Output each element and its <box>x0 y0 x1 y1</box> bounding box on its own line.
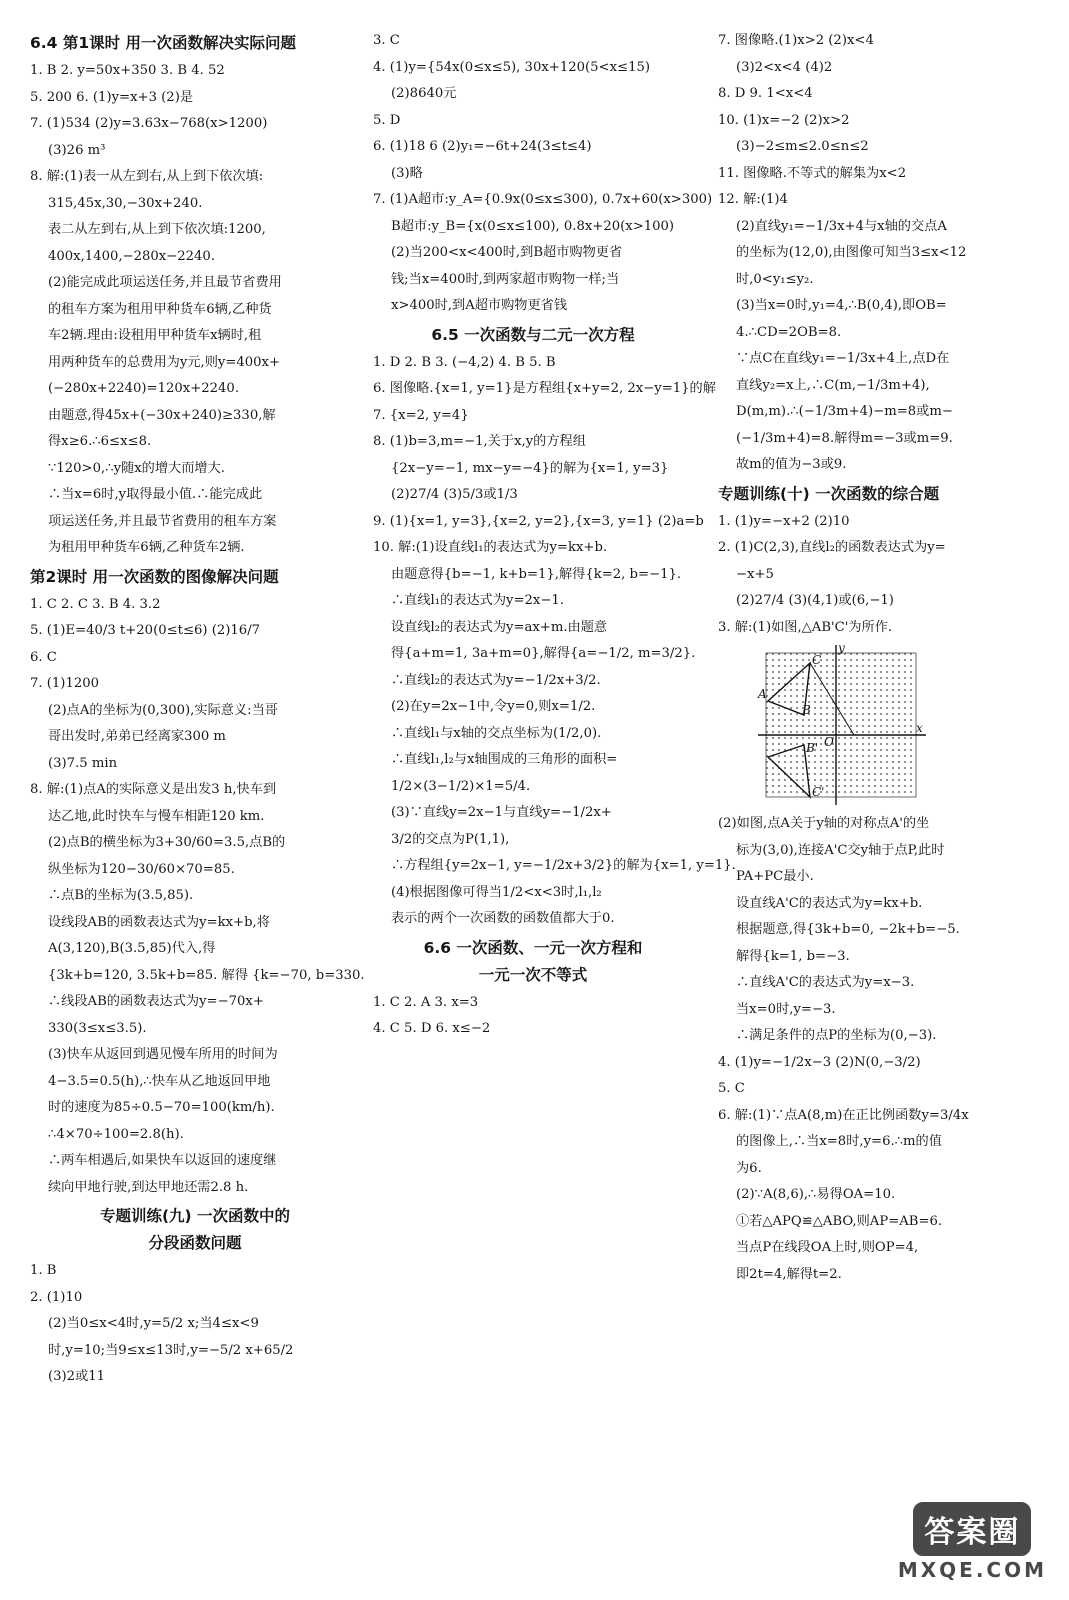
answer-line: 根据题意,得{3k+b=0, −2k+b=−5. <box>736 922 960 937</box>
answer-line: 6. (1)18 6 (2)y₁=−6t+24(3≤t≤4) <box>373 139 592 154</box>
grid-svg <box>758 645 928 805</box>
answer-line: ∴满足条件的点P的坐标为(0,−3). <box>736 1028 937 1043</box>
answer-line: (3)2<x<4 (4)2 <box>736 59 833 75</box>
answer-line: ∴直线l₁的表达式为y=2x−1. <box>391 593 564 608</box>
answer-line: (4)根据图像可得当1/2<x<3时,l₁,l₂ <box>391 884 602 900</box>
answer-line: 2. (1)10 <box>30 1289 83 1305</box>
answer-line: ∴点B的坐标为(3.5,85). <box>48 888 194 903</box>
answer-line: (2)在y=2x−1中,令y=0,则x=1/2. <box>391 699 596 714</box>
answer-line: 6. 解:(1)∵点A(8,m)在正比例函数y=3/4x <box>718 1107 969 1123</box>
answer-line: 表示的两个一次函数的函数值都大于0. <box>391 911 615 926</box>
answer-line: 的租车方案为租用甲种货车6辆,乙种货 <box>48 301 272 317</box>
answer-line: 4. (1)y={54x(0≤x≤5), 30x+120(5<x≤15) <box>373 59 650 75</box>
answer-line: 9. (1){x=1, y=3},{x=2, y=2},{x=3, y=1} (2)a=b <box>373 513 704 529</box>
label-y: y <box>838 641 845 655</box>
answer-line: (−1/3m+4)=8.解得m=−3或m=9. <box>736 430 953 446</box>
answer-line: 5. 200 6. (1)y=x+3 (2)是 <box>30 89 194 105</box>
section-title: 分段函数问题 <box>148 1234 242 1252</box>
answer-line: 8. 解:(1)点A的实际意义是出发3 h,快车到 <box>30 782 277 797</box>
answer-line: A(3,120),B(3.5,85)代入,得 <box>48 941 216 956</box>
answer-line: 4.∴CD=2OB=8. <box>736 324 842 340</box>
answer-line: (2)当0≤x<4时,y=5/2 x;当4≤x<9 <box>48 1316 259 1331</box>
answer-line: (2)如图,点A关于y轴的对称点A'的坐 <box>718 816 930 831</box>
answer-line: ∴当x=6时,y取得最小值.∴能完成此 <box>48 487 263 502</box>
answer-line: (2)能完成此项运送任务,并且最节省费用 <box>48 275 282 290</box>
answer-line: 315,45x,30,−30x+240. <box>48 195 203 211</box>
answer-line: ∴方程组{y=2x−1, y=−1/2x+3/2}的解为{x=1, y=1}. <box>391 858 736 873</box>
answer-line: 400x,1400,−280x−2240. <box>48 248 216 264</box>
answer-line: 7. (1)1200 <box>30 676 100 691</box>
section-title: 专题训练(十) 一次函数的综合题 <box>718 484 940 503</box>
answer-line: 当x=0时,y=−3. <box>736 1001 836 1017</box>
answer-line: (3)∵直线y=2x−1与直线y=−1/2x+ <box>391 805 612 820</box>
answer-line: (2)点A的坐标为(0,300),实际意义:当哥 <box>48 702 278 718</box>
answer-line: ∵点C在直线y₁=−1/3x+4上,点D在 <box>736 351 950 366</box>
column-2 <box>373 28 736 1043</box>
section-title: 第2课时 用一次函数的图像解决问题 <box>30 567 279 586</box>
answer-line: ∵120>0,∴y随x的增大而增大. <box>48 460 225 476</box>
answer-line: ∴直线A'C的表达式为y=x−3. <box>736 975 915 990</box>
answer-line: 由题意,得45x+(−30x+240)≥330,解 <box>48 407 276 423</box>
section-title: 专题训练(九) 一次函数中的 <box>99 1207 291 1225</box>
watermark-url: MXQE.COM <box>897 1558 1047 1582</box>
answer-line: 时,y=10;当9≤x≤13时,y=−5/2 x+65/2 <box>48 1342 294 1358</box>
label-a: A <box>758 687 767 701</box>
answer-line: 6. C <box>30 649 57 665</box>
answer-line: (3)2或11 <box>48 1369 106 1384</box>
answer-line: (2)∵A(8,6),∴易得OA=10. <box>736 1187 896 1202</box>
answer-line: x>400时,到A超市购物更省钱 <box>391 298 568 313</box>
answer-line: (2)直线y₁=−1/3x+4与x轴的交点A <box>736 218 947 234</box>
answer-line: 的图像上,∴当x=8时,y=6.∴m的值 <box>736 1134 942 1149</box>
answer-line: 4. (1)y=−1/2x−3 (2)N(0,−3/2) <box>718 1054 921 1070</box>
label-x: x <box>916 721 923 735</box>
answer-line: 330(3≤x≤3.5). <box>48 1020 147 1036</box>
answer-line: 设直线A'C的表达式为y=kx+b. <box>736 895 923 911</box>
answer-line: 1. (1)y=−x+2 (2)10 <box>718 513 850 529</box>
section-title: 6.6 一次函数、一元一次方程和 <box>423 938 643 957</box>
answer-line: 达乙地,此时快车与慢车相距120 km. <box>48 808 265 824</box>
label-c-prime: C' <box>812 785 825 799</box>
answer-line: 时的速度为85÷0.5−70=100(km/h). <box>48 1100 275 1115</box>
section-title: 6.4 第1课时 用一次函数解决实际问题 <box>30 34 297 52</box>
answer-line: 8. 解:(1)表一从左到右,从上到下依次填: <box>30 169 264 184</box>
answer-line: (2)点B的横坐标为3+30/60=3.5,点B的 <box>48 835 286 850</box>
answer-line: 车2辆.理由:设租用甲种货车x辆时,租 <box>48 328 262 343</box>
label-o: O <box>824 735 834 749</box>
answer-line: 续向甲地行驶,到达甲地还需2.8 h. <box>48 1179 249 1195</box>
answer-line: 1/2×(3−1/2)×1=5/4. <box>391 778 531 794</box>
answer-line: 为租用甲种货车6辆,乙种货车2辆. <box>48 540 245 555</box>
answer-line: (3)7.5 min <box>48 755 118 771</box>
answer-line: 2. (1)C(2,3),直线l₂的函数表达式为y= <box>718 540 946 555</box>
watermark <box>898 1502 1047 1582</box>
answer-line: 表二从左到右,从上到下依次填:1200, <box>48 222 266 237</box>
answer-line: (−280x+2240)=120x+2240. <box>48 381 240 396</box>
answer-line: 设线段AB的函数表达式为y=kx+b,将 <box>48 914 270 930</box>
answer-line: 6. 图像略.{x=1, y=1}是方程组{x+y=2, 2x−y=1}的解 <box>373 381 716 396</box>
answer-line: 10. (1)x=−2 (2)x>2 <box>718 112 850 128</box>
answer-line: 设直线l₂的表达式为y=ax+m.由题意 <box>391 619 608 635</box>
answer-line: 1. B 2. y=50x+350 3. B 4. 52 <box>30 63 225 78</box>
answer-line: {2x−y=−1, mx−y=−4}的解为{x=1, y=3} <box>391 460 669 476</box>
answer-line: ∴直线l₁,l₂与x轴围成的三角形的面积= <box>391 752 618 767</box>
answer-line: −x+5 <box>736 566 774 582</box>
answer-line: 8. D 9. 1<x<4 <box>718 86 813 101</box>
answer-line: 纵坐标为120−30/60×70=85. <box>48 861 235 877</box>
answer-line: 4−3.5=0.5(h),∴快车从乙地返回甲地 <box>48 1073 271 1089</box>
label-b-prime: B' <box>806 741 819 755</box>
answer-line: 钱;当x=400时,到两家超市购物一样;当 <box>391 271 620 287</box>
answer-line: 8. (1)b=3,m=−1,关于x,y的方程组 <box>373 434 586 449</box>
answer-line: 故m的值为−3或9. <box>736 457 847 472</box>
answer-line: 当点P在线段OA上时,则OP=4, <box>736 1240 919 1255</box>
watermark-logo: 答案圈 <box>913 1502 1031 1556</box>
answer-line: ∴直线l₁与x轴的交点坐标为(1/2,0). <box>391 725 602 741</box>
answer-line: 解得{k=1, b=−3. <box>736 948 850 964</box>
label-c: C <box>812 653 822 667</box>
answer-line: 1. D 2. B 3. (−4,2) 4. B 5. B <box>373 354 556 370</box>
answer-line: 即2t=4,解得t=2. <box>736 1266 842 1282</box>
answer-line: (3)−2≤m≤2.0≤n≤2 <box>736 139 869 154</box>
answer-line: 1. C 2. C 3. B 4. 3.2 <box>30 596 161 612</box>
column-3 <box>718 28 1048 1288</box>
answer-line: 3. C <box>373 33 400 48</box>
section-title: 6.5 一次函数与二元一次方程 <box>431 325 635 344</box>
answer-line: 项运送任务,并且最节省费用的租车方案 <box>48 513 277 529</box>
answer-line: (3)当x=0时,y₁=4,∴B(0,4),即OB= <box>736 298 947 313</box>
answer-line: (3)略 <box>391 165 423 181</box>
answer-line: 4. C 5. D 6. x≤−2 <box>373 1021 491 1036</box>
answer-line: 为6. <box>736 1160 762 1176</box>
answer-line: 得{a+m=1, 3a+m=0},解得{a=−1/2, m=3/2}. <box>391 646 696 661</box>
answer-line: (2)27/4 (3)(4,1)或(6,−1) <box>736 593 894 608</box>
coordinate-grid-figure <box>758 641 928 805</box>
answer-line: 哥出发时,弟弟已经离家300 m <box>48 729 226 744</box>
column-1 <box>30 28 365 1391</box>
answer-line: 得x≥6.∴6≤x≤8. <box>48 434 152 449</box>
answer-line: 用两种货车的总费用为y元,则y=400x+ <box>48 354 281 370</box>
answer-line: 5. C <box>718 1081 745 1096</box>
answer-line: 11. 图像略.不等式的解集为x<2 <box>718 165 907 181</box>
answer-line: {3k+b=120, 3.5k+b=85. 解得 {k=−70, b=330. <box>48 967 365 983</box>
answer-line: 7. {x=2, y=4} <box>373 407 469 423</box>
answer-line: (2)27/4 (3)5/3或1/3 <box>391 487 518 502</box>
answer-line: 的坐标为(12,0),由图像可知当3≤x<12 <box>736 245 967 260</box>
answer-line: 标为(3,0),连接A'C交y轴于点P,此时 <box>736 842 945 858</box>
answer-line: 1. B <box>30 1263 57 1278</box>
answer-line: 时,0<y₁≤y₂. <box>736 271 814 287</box>
answer-line: ∴直线l₂的表达式为y=−1/2x+3/2. <box>391 672 601 688</box>
answer-line: (3)26 m³ <box>48 142 106 158</box>
answer-line: 3. 解:(1)如图,△AB'C'为所作. <box>718 619 893 635</box>
answer-line: 7. (1)534 (2)y=3.63x−768(x>1200) <box>30 116 268 131</box>
answer-line: 5. (1)E=40/3 t+20(0≤t≤6) (2)16/7 <box>30 623 261 638</box>
answer-line: 7. 图像略.(1)x>2 (2)x<4 <box>718 33 874 48</box>
answer-line: (2)8640元 <box>391 86 457 101</box>
grid-area <box>766 653 916 797</box>
answer-line: 12. 解:(1)4 <box>718 192 788 207</box>
answer-line: 7. (1)A超市:y_A={0.9x(0≤x≤300), 0.7x+60(x>300) <box>373 192 713 207</box>
section-title: 一元一次不等式 <box>478 965 588 984</box>
answer-line: 由题意得{b=−1, k+b=1},解得{k=2, b=−1}. <box>391 566 682 582</box>
answer-line: (3)快车从返回到遇见慢车所用的时间为 <box>48 1047 278 1062</box>
answer-line: 1. C 2. A 3. x=3 <box>373 994 479 1010</box>
answer-line: ∴线段AB的函数表达式为y=−70x+ <box>48 994 264 1009</box>
answer-line: ∴4×70÷100=2.8(h). <box>48 1126 184 1142</box>
label-b: B <box>802 703 811 717</box>
answer-line: ∴两车相遇后,如果快车以返回的速度继 <box>48 1153 277 1168</box>
answer-line: 3/2的交点为P(1,1), <box>391 831 510 847</box>
answer-line: B超市:y_B={x(0≤x≤100), 0.8x+20(x>100) <box>391 218 675 234</box>
answer-line: D(m,m).∴(−1/3m+4)−m=8或m− <box>736 404 953 419</box>
answer-line: (2)当200<x<400时,到B超市购物更省 <box>391 245 623 260</box>
answer-line: 直线y₂=x上,∴C(m,−1/3m+4), <box>736 377 930 393</box>
answer-line: PA+PC最小. <box>736 869 814 884</box>
answer-line: 5. D <box>373 112 401 128</box>
answer-line: ①若△APQ≌△ABO,则AP=AB=6. <box>736 1213 943 1229</box>
answer-line: 10. 解:(1)设直线l₁的表达式为y=kx+b. <box>373 540 608 555</box>
